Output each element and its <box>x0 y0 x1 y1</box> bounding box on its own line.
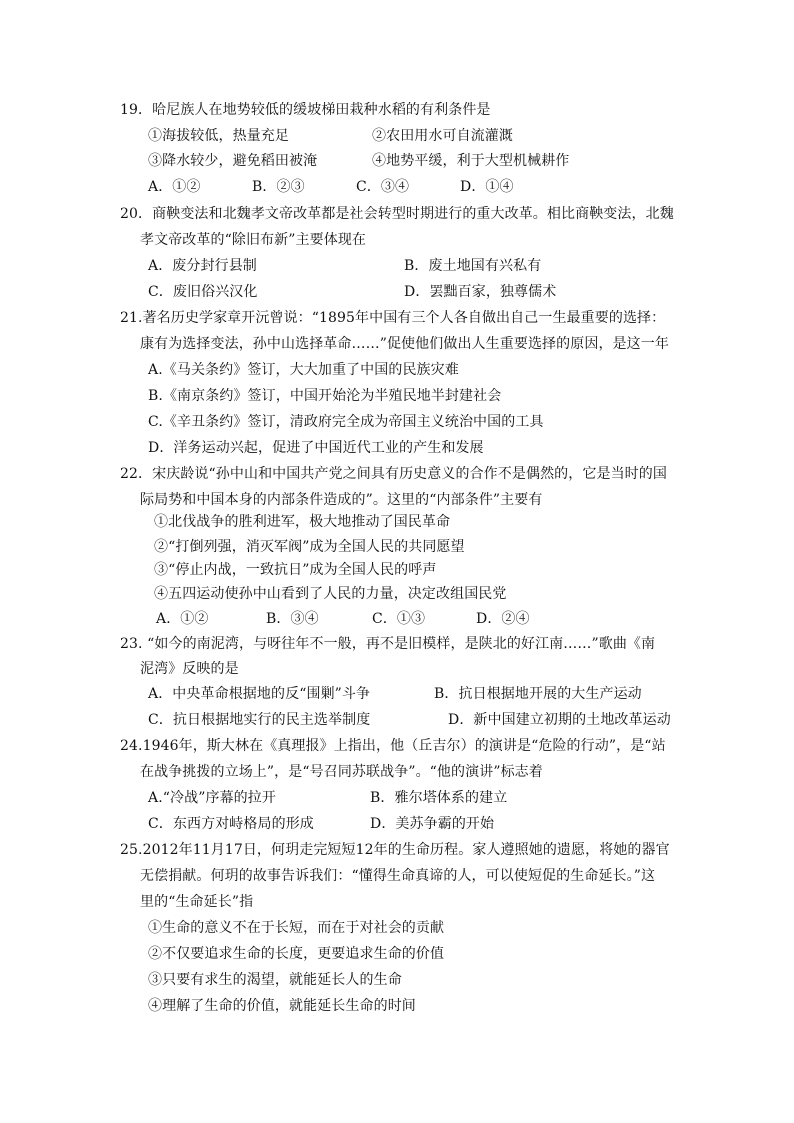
question-22-option-b: B．③④ <box>266 611 319 627</box>
question-22-stem-line-2: 际局势和中国本身的内部条件造成的”。这里的“内部条件”主要有 <box>140 492 543 508</box>
question-20-option-c: C．废旧俗兴汉化 <box>148 284 258 300</box>
question-21-option-a: A.《马关条约》签订，大大加重了中国的民族灾难 <box>148 362 459 378</box>
question-21-option-d: D．洋务运动兴起，促进了中国近代工业的产生和发展 <box>148 440 484 456</box>
question-19-option-b: B．②③ <box>252 179 305 195</box>
question-22-item-1: ①北伐战争的胜利进军，极大地推动了国民革命 <box>154 514 451 530</box>
question-19-option-a: A．①② <box>148 179 201 195</box>
question-19-item-4: ④地势平缓，利于大型机械耕作 <box>372 153 570 169</box>
question-25-item-4: ④理解了生命的价值，就能延长生命的时间 <box>148 998 416 1014</box>
question-22-stem-line-1: 22．宋庆龄说“孙中山和中国共产党之间具有历史意义的合作不是偶然的，它是当时的国 <box>120 466 667 482</box>
question-22-option-a: A．①② <box>156 611 209 627</box>
question-24-option-d: D．美苏争霸的开始 <box>370 816 495 832</box>
question-21-stem-line-2: 康有为选择变法，孙中山选择革命……”促使他们做出人生重要选择的原因，是这一年 <box>140 336 669 352</box>
question-19-item-1: ①海拔较低，热量充足 <box>148 128 289 144</box>
question-25-item-2: ②不仅要追求生命的长度，更要追求生命的价值 <box>148 946 445 962</box>
question-24-option-a: A.“冷战”序幕的拉开 <box>148 790 276 806</box>
question-25-stem-line-1: 25.2012年11月17日，何玥走完短短12年的生命历程。家人遵照她的遗愿，将她的器官 <box>120 842 670 858</box>
question-23-stem-line-1: 23. “如今的南泥湾，与呀往年不一般，再不是旧模样，是陕北的好江南……”歌曲《南 <box>120 636 656 652</box>
question-23-option-a: A．中央革命根据地的反“围剿”斗争 <box>148 686 371 702</box>
question-19-option-d: D．①④ <box>460 179 514 195</box>
question-25-stem-line-2: 无偿捐献。何玥的故事告诉我们：“懂得生命真谛的人，可以使短促的生命延长。”这 <box>140 868 656 884</box>
question-19-item-3: ③降水较少，避免稻田被淹 <box>148 153 318 169</box>
question-22-item-3: ③“停止内战，一致抗日”成为全国人民的呼声 <box>154 562 437 578</box>
question-20-stem-line-2: 孝文帝改革的“除旧布新”主要体现在 <box>140 232 367 248</box>
question-20-option-b: B．废土地国有兴私有 <box>404 258 542 274</box>
question-23-option-c: C．抗日根据地实行的民主选举制度 <box>148 712 371 728</box>
question-19-item-2: ②农田用水可自流灌溉 <box>372 128 513 144</box>
question-22-option-c: C．①③ <box>372 611 426 627</box>
question-21-option-c: C.《辛丑条约》签订，清政府完全成为帝国主义统治中国的工具 <box>148 414 544 430</box>
question-19-option-c: C．③④ <box>356 179 410 195</box>
question-20-stem-line-1: 20．商鞅变法和北魏孝文帝改革都是社会转型时期进行的重大改革。相比商鞅变法，北魏 <box>120 206 674 222</box>
question-22-item-4: ④五四运动使孙中山看到了人民的力量，决定改组国民党 <box>154 586 507 602</box>
question-22-option-d: D．②④ <box>476 611 530 627</box>
question-21-option-b: B.《南京条约》签订，中国开始沦为半殖民地半封建社会 <box>148 388 502 404</box>
question-25-stem-line-3: 里的“生命延长”指 <box>140 894 254 910</box>
question-25-item-1: ①生命的意义不在于长短，而在于对社会的贡献 <box>148 920 445 936</box>
question-23-option-b: B．抗日根据地开展的大生产运动 <box>434 686 642 702</box>
question-24-stem-line-1: 24.1946年，斯大林在《真理报》上指出，他（丘吉尔）的演讲是“危险的行动”，是“站 <box>120 738 666 754</box>
question-20-option-a: A．废分封行县制 <box>148 258 257 274</box>
question-25-item-3: ③只要有求生的渴望，就能延长人的生命 <box>148 972 402 988</box>
question-19-stem: 19．哈尼族人在地势较低的缓坡梯田栽种水稻的有利条件是 <box>120 102 491 118</box>
question-23-option-d: D．新中国建立初期的土地改革运动 <box>448 712 671 728</box>
question-21-stem-line-1: 21.著名历史学家章开沅曾说：“1895年中国有三个人各自做出自己一生最重要的选择： <box>120 310 666 326</box>
question-22-item-2: ②“打倒列强，消灭军阀”成为全国人民的共同愿望 <box>154 539 465 555</box>
question-20-option-d: D．罢黜百家，独尊儒术 <box>404 284 557 300</box>
question-24-option-b: B．雅尔塔体系的建立 <box>370 790 508 806</box>
question-23-stem-line-2: 泥湾》反映的是 <box>140 661 239 677</box>
question-24-stem-line-2: 在战争挑拨的立场上”，是“号召同苏联战争”。“他的演讲”标志着 <box>140 764 543 780</box>
question-24-option-c: C．东西方对峙格局的形成 <box>148 816 314 832</box>
